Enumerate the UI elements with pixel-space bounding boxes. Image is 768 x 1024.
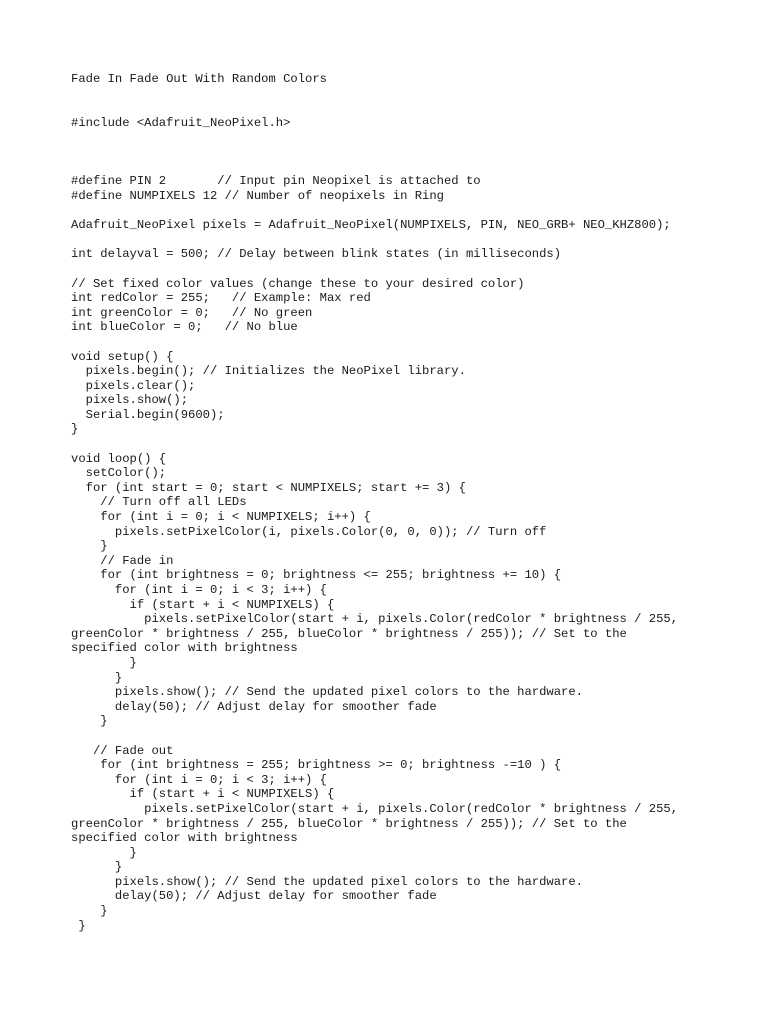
code-line: }	[71, 655, 137, 670]
code-line: pixels.begin(); // Initializes the NeoPixel library.	[71, 364, 466, 379]
code-line	[71, 204, 678, 219]
code-line: for (int i = 0; i < 3; i++) {	[71, 772, 327, 787]
code-line: specified color with brightness	[71, 831, 298, 846]
code-line: #define PIN 2 // Input pin Neopixel is attached to	[71, 174, 481, 189]
code-line: for (int i = 0; i < 3; i++) {	[71, 583, 327, 597]
code-line: delay(50); // Adjust delay for smoother fade	[71, 889, 437, 904]
code-line: for (int i = 0; i < NUMPIXELS; i++) {	[71, 510, 371, 525]
code-line	[71, 437, 678, 452]
code-line: void setup() {	[71, 349, 174, 364]
code-line: setColor();	[71, 466, 167, 481]
code-line	[71, 160, 678, 175]
code-line: pixels.setPixelColor(start + i, pixels.Color(redColor * brightness / 255,	[71, 612, 679, 627]
code-line: }	[71, 860, 123, 875]
code-line: }	[71, 845, 137, 860]
code-line: delay(50); // Adjust delay for smoother fade	[71, 699, 437, 714]
code-line: pixels.show(); // Send the updated pixel colors to the hardware.	[71, 685, 583, 700]
code-line	[71, 131, 678, 146]
code-line: if (start + i < NUMPIXELS) {	[71, 597, 335, 612]
code-line: }	[71, 714, 108, 729]
code-line: // Fade out	[71, 743, 174, 758]
code-line: #include <Adafruit_NeoPixel.h>	[71, 116, 291, 130]
code-line: if (start + i < NUMPIXELS) {	[71, 787, 335, 802]
code-line: int greenColor = 0; // No green	[71, 305, 313, 320]
code-line: for (int brightness = 0; brightness <= 255; brightness += 10) {	[71, 568, 562, 583]
code-line: int redColor = 255; // Example: Max red	[71, 291, 371, 306]
code-line: for (int start = 0; start < NUMPIXELS; start += 3) {	[71, 480, 466, 495]
code-line	[71, 262, 678, 277]
code-line: Adafruit_NeoPixel pixels = Adafruit_NeoPixel(NUMPIXELS, PIN, NEO_GRB+ NEO_KHZ800);	[71, 218, 671, 233]
code-block	[71, 116, 678, 933]
code-line: greenColor * brightness / 255, blueColor * brightness / 255)); // Set to the	[71, 626, 627, 641]
code-line: }	[71, 918, 86, 933]
code-line: // Set fixed color values (change these to your desired color)	[71, 276, 525, 291]
code-line: specified color with brightness	[71, 641, 298, 656]
code-line: pixels.clear();	[71, 378, 196, 393]
code-line: // Turn off all LEDs	[71, 495, 247, 510]
code-line: // Fade in	[71, 553, 174, 568]
code-line: int blueColor = 0; // No blue	[71, 320, 298, 335]
code-line: int delayval = 500; // Delay between blink states (in milliseconds)	[71, 247, 562, 262]
code-line	[71, 233, 678, 248]
code-line: greenColor * brightness / 255, blueColor * brightness / 255)); // Set to the	[71, 816, 627, 831]
code-line: void loop() {	[71, 451, 167, 466]
code-line	[71, 145, 678, 160]
document-title: Fade In Fade Out With Random Colors	[71, 72, 327, 86]
code-line: }	[71, 422, 79, 437]
code-line: pixels.setPixelColor(start + i, pixels.Color(redColor * brightness / 255,	[71, 801, 679, 816]
code-line: #define NUMPIXELS 12 // Number of neopixels in Ring	[71, 188, 444, 203]
code-line: pixels.show(); // Send the updated pixel colors to the hardware.	[71, 874, 583, 889]
code-line: }	[71, 904, 108, 919]
code-line	[71, 335, 678, 350]
code-line: pixels.setPixelColor(i, pixels.Color(0, 0, 0)); // Turn off	[71, 524, 547, 539]
code-line	[71, 729, 678, 744]
code-line: }	[71, 670, 123, 685]
code-line: for (int brightness = 255; brightness >= 0; brightness -=10 ) {	[71, 758, 562, 773]
code-line: Serial.begin(9600);	[71, 407, 225, 422]
code-line: pixels.show();	[71, 393, 189, 408]
code-line: }	[71, 539, 108, 554]
